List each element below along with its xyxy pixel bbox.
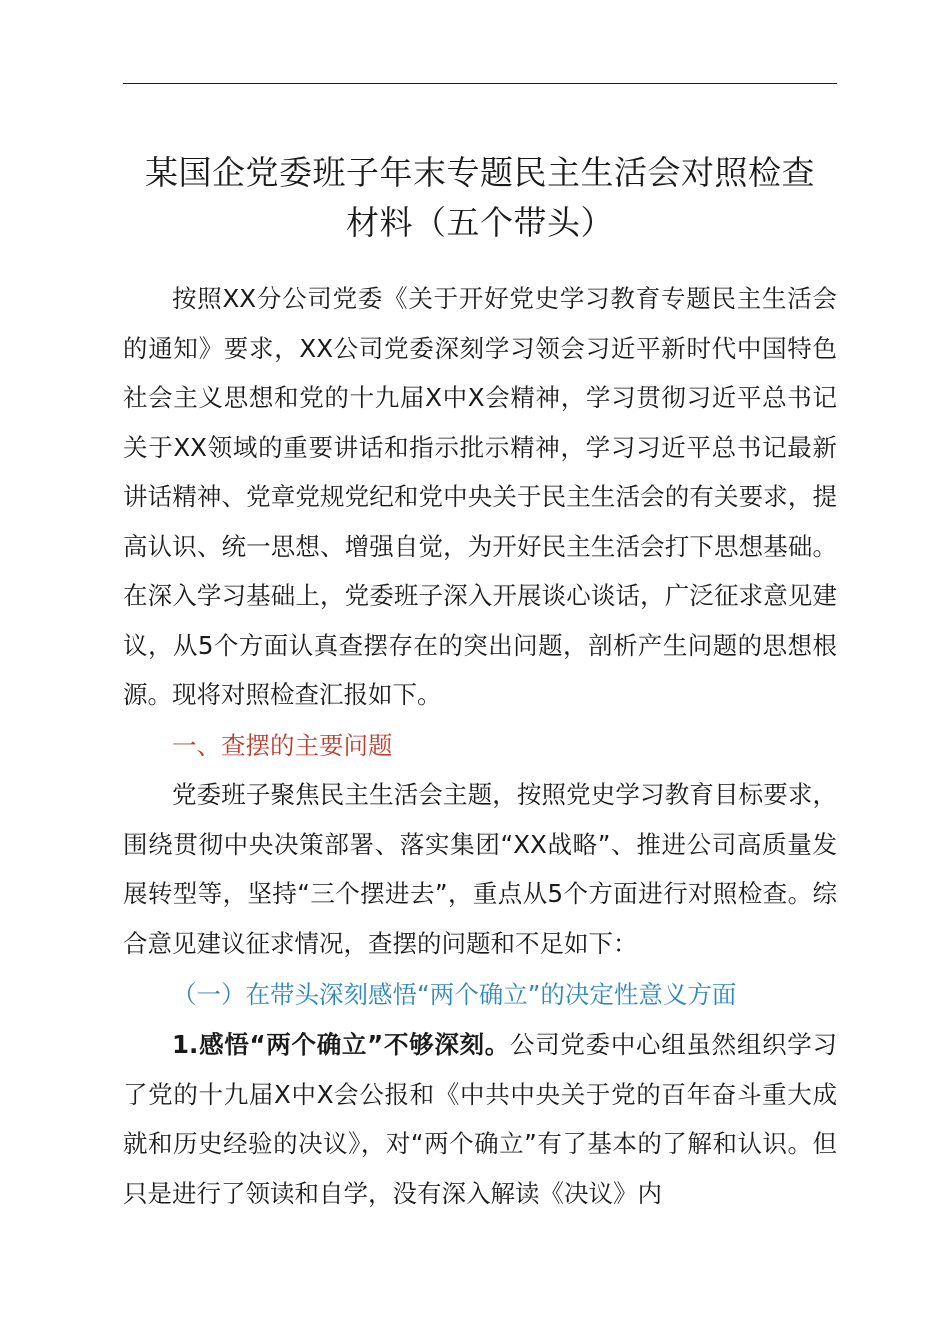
point-1-paragraph bbox=[123, 1020, 837, 1218]
section-heading-1: 一、查摆的主要问题 bbox=[172, 731, 393, 760]
title-line-1: 某国企党委班子年末专题民主生活会对照检查 bbox=[145, 153, 815, 192]
subsection-heading-1: （一）在带头深刻感悟“两个确立”的决定性意义方面 bbox=[172, 980, 737, 1009]
point-1-lead: 1.感悟“两个确立”不够深刻。 bbox=[172, 1030, 510, 1059]
header-rule bbox=[123, 83, 837, 84]
title-line-2: 材料（五个带头） bbox=[346, 203, 614, 242]
document-title bbox=[110, 148, 850, 248]
section-paragraph: 党委班子聚焦民主生活会主题，按照党史学习教育目标要求，围绕贯彻中央决策部署、落实集团“XX战略”、推进公司高质量发展转型等，坚持“三个摆进去”，重点从5个方面进行对照检查。综合意见建议征求情况，查摆的问题和不足如下： bbox=[123, 780, 837, 958]
point-1-text: 公司党委中心组虽然组织学习了党的十九届X中X会公报和《中共中央关于党的百年奋斗重大成就和历史经验的决议》，对“两个确立”有了基本的了解和认识。但只是进行了领读和自学，没有深入解读《决议》内 bbox=[123, 1030, 838, 1208]
intro-paragraph: 按照XX分公司党委《关于开好党史学习教育专题民主生活会的通知》要求，XX公司党委深刻学习领会习近平新时代中国特色社会主义思想和党的十九届X中X会精神，学习贯彻习近平总书记关于XX领域的重要讲话和指示批示精神，学习习近平总书记最新讲话精神、党章党规党纪和党中央关于民主生活会的有关要求，提高认识、统一思想、增强自觉，为开好民主生活会打下思想基础。在深入学习基础上，党委班子深入开展谈心谈话，广泛征求意见建议，从5个方面认真查摆存在的突出问题，剖析产生问题的思想根源。现将对照检查汇报如下。 bbox=[123, 284, 837, 709]
